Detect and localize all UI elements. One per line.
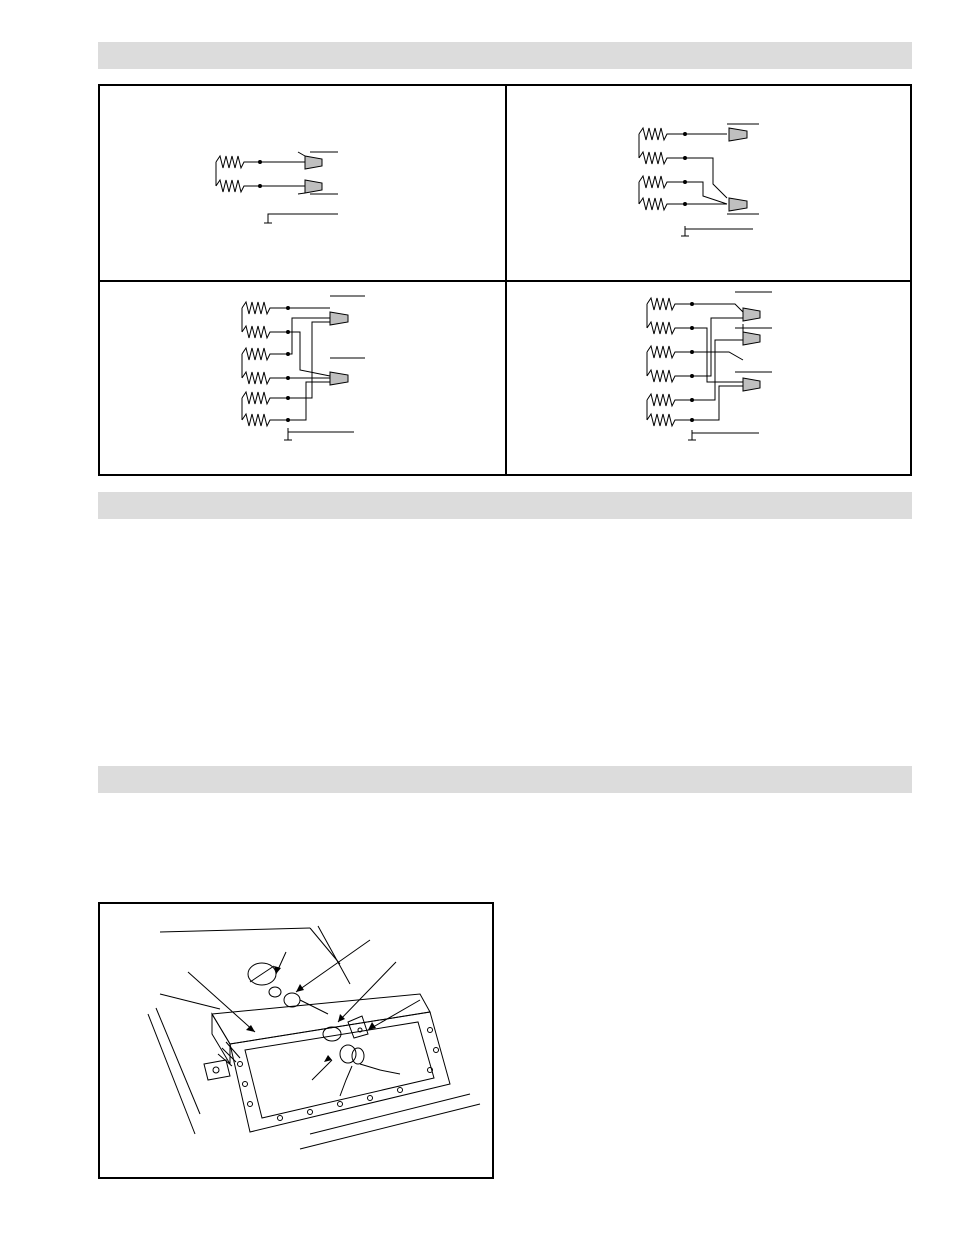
installation-figure [98,902,494,1179]
diagram-top-left [100,86,505,280]
wiring-diagram-6-sensors-3-receivers [507,282,912,476]
section-header-bar-3 [98,766,912,793]
section-header-bar-1 [98,42,912,69]
sensor-installation-illustration [100,904,494,1179]
diagram-bottom-left [100,282,505,476]
resistor-2 [216,180,310,192]
callout-arrow-3 [296,984,304,992]
diagram-bottom-right [507,282,912,476]
callout-arrow-1 [246,1025,255,1032]
receiver-2 [305,180,322,193]
wiring-diagram-2-sensors [100,86,505,280]
wiring-diagram-grid [98,84,912,476]
diagram-top-right [507,86,912,280]
receiver-1 [305,156,322,169]
resistor-1 [216,156,310,168]
wiring-diagram-6-sensors-2-receivers [100,282,505,476]
callout-arrow-2 [274,966,281,974]
section-header-bar-2 [98,492,912,519]
wiring-diagram-4-sensors [507,86,912,280]
